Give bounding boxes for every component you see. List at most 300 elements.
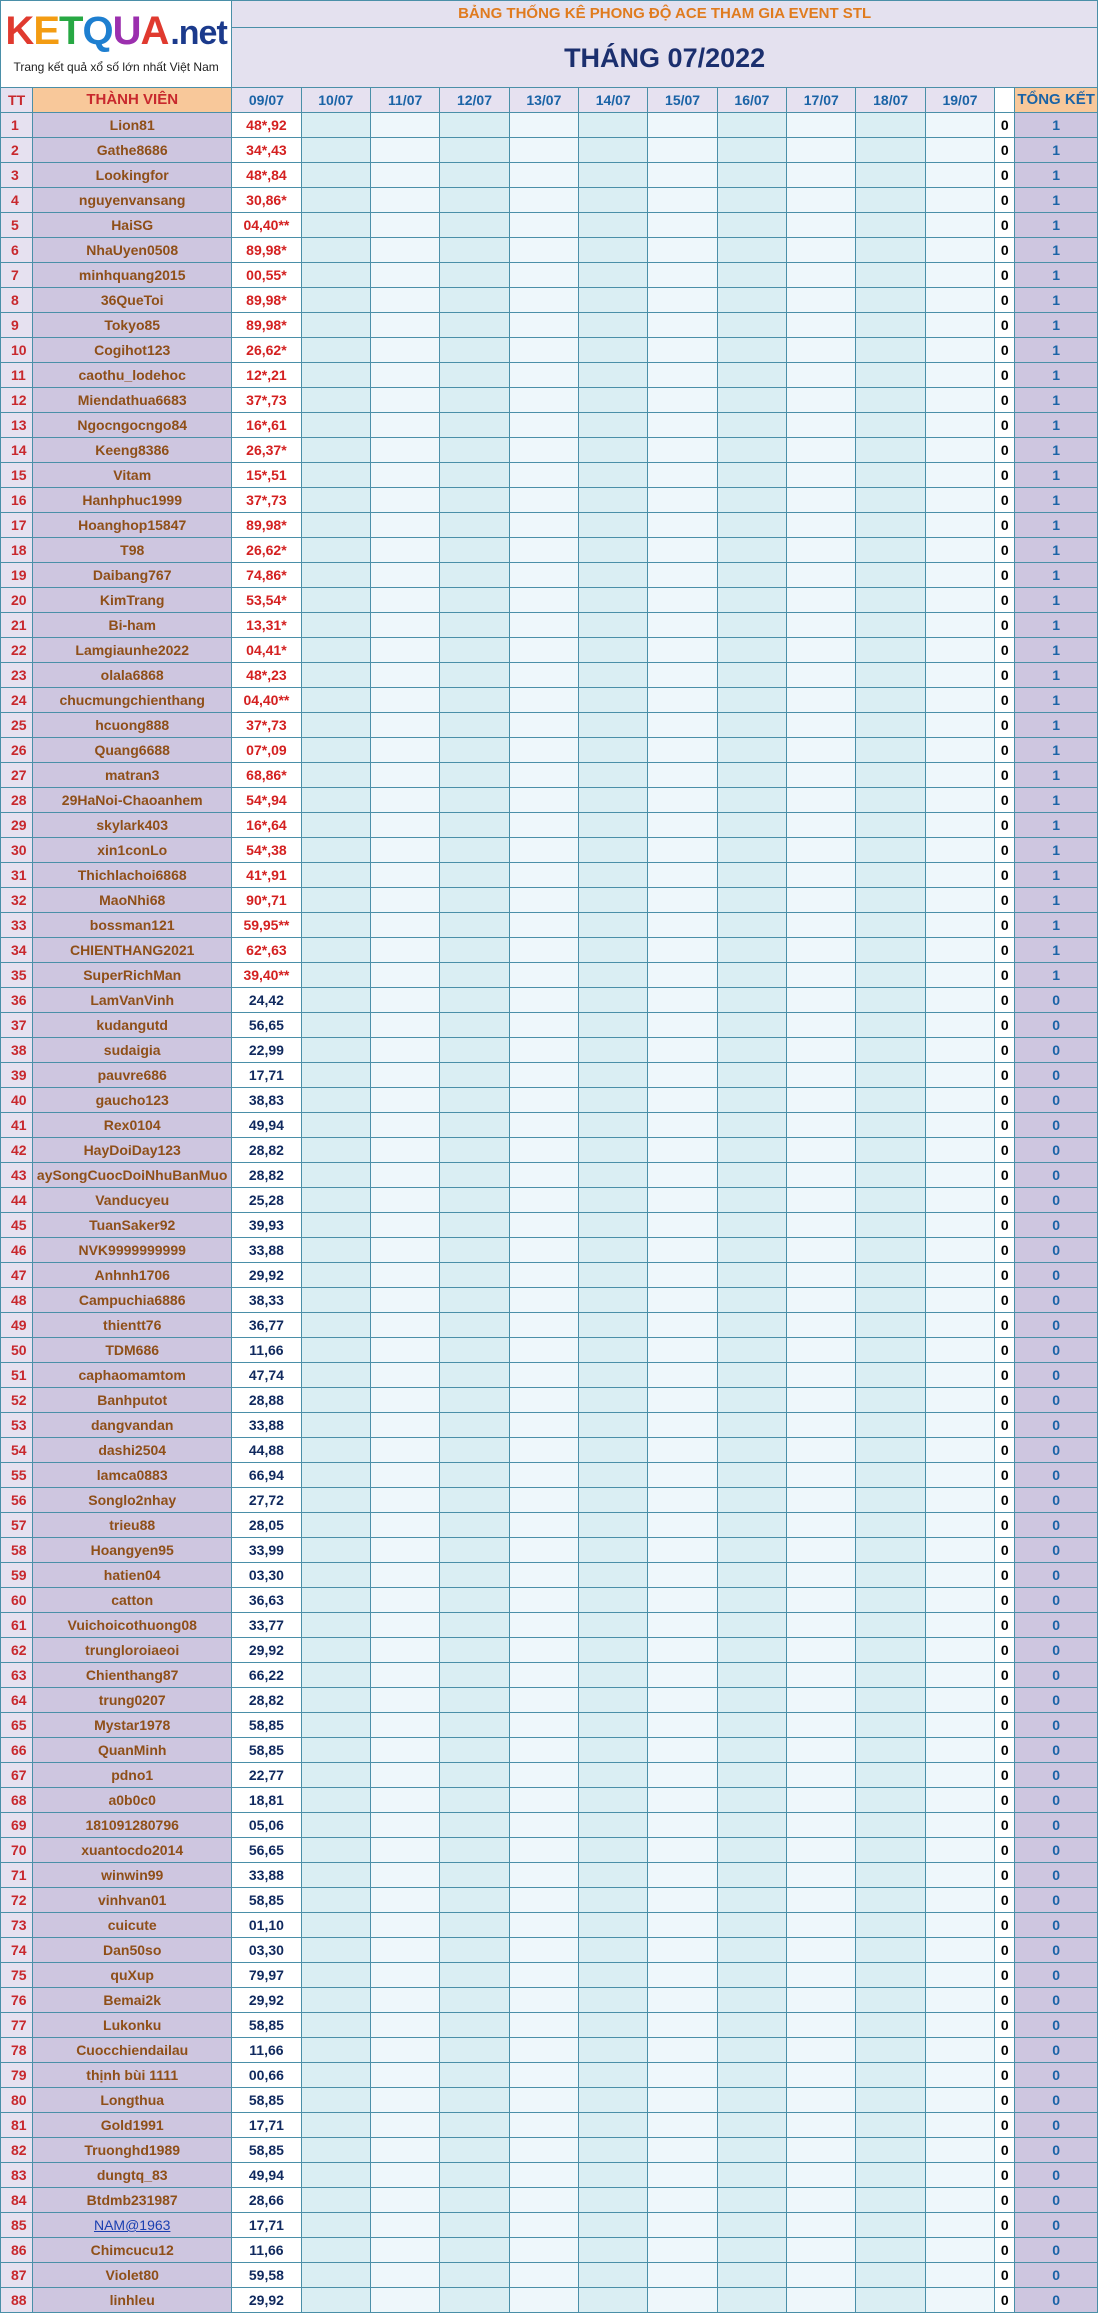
table-row <box>1 1063 1098 1088</box>
day-cell <box>648 1438 717 1463</box>
day-cell <box>509 1988 578 2013</box>
day-cell <box>787 238 856 263</box>
member-name: trieu88 <box>33 1513 232 1538</box>
day-cell <box>648 613 717 638</box>
day-cell <box>787 788 856 813</box>
day-cell <box>370 2188 439 2213</box>
table-row <box>1 1138 1098 1163</box>
total-cell: 0 <box>1015 1138 1098 1163</box>
day-cell <box>509 913 578 938</box>
day-cell <box>648 2188 717 2213</box>
day-cell <box>301 2138 370 2163</box>
day-cell <box>440 1713 509 1738</box>
member-name: dungtq_83 <box>33 2163 232 2188</box>
total-cell: 1 <box>1015 438 1098 463</box>
member-name: Ngocngocngo84 <box>33 413 232 438</box>
score-0907: 07*,09 <box>232 738 301 763</box>
day-cell <box>509 713 578 738</box>
points-cell: 0 <box>995 688 1015 713</box>
day-cell <box>370 1863 439 1888</box>
day-cell <box>370 1913 439 1938</box>
points-cell: 0 <box>995 888 1015 913</box>
day-cell <box>509 1613 578 1638</box>
day-cell <box>509 2163 578 2188</box>
day-cell <box>301 1538 370 1563</box>
table-row <box>1 213 1098 238</box>
day-cell <box>509 863 578 888</box>
member-email-link[interactable]: NAM@1963 <box>93 2217 171 2233</box>
day-cell <box>301 1788 370 1813</box>
score-0907: 11,66 <box>232 2038 301 2063</box>
score-0907: 44,88 <box>232 1438 301 1463</box>
day-cell <box>925 1263 994 1288</box>
day-cell <box>925 638 994 663</box>
row-number: 61 <box>1 1613 33 1638</box>
points-cell: 0 <box>995 1588 1015 1613</box>
day-cell <box>440 738 509 763</box>
member-name: LamVanVinh <box>33 988 232 1013</box>
day-cell <box>787 2063 856 2088</box>
day-cell <box>648 1513 717 1538</box>
day-cell <box>440 263 509 288</box>
day-cell <box>717 1613 786 1638</box>
day-cell <box>509 1463 578 1488</box>
member-name: Songlo2nhay <box>33 1488 232 1513</box>
day-cell <box>925 1738 994 1763</box>
day-cell <box>370 963 439 988</box>
day-cell <box>787 1988 856 2013</box>
day-cell <box>648 1713 717 1738</box>
day-cell <box>925 2013 994 2038</box>
member-name: trung0207 <box>33 1688 232 1713</box>
day-cell <box>509 963 578 988</box>
points-cell: 0 <box>995 538 1015 563</box>
row-number: 30 <box>1 838 33 863</box>
points-cell: 0 <box>995 913 1015 938</box>
member-name: Lion81 <box>33 113 232 138</box>
table-row <box>1 1963 1098 1988</box>
day-cell <box>579 313 648 338</box>
day-cell <box>440 1438 509 1463</box>
day-cell <box>509 938 578 963</box>
day-cell <box>509 2188 578 2213</box>
score-0907: 17,71 <box>232 2113 301 2138</box>
day-cell <box>440 1038 509 1063</box>
day-cell <box>717 213 786 238</box>
day-cell <box>370 1038 439 1063</box>
row-number: 63 <box>1 1663 33 1688</box>
day-cell <box>440 1513 509 1538</box>
day-cell <box>579 2188 648 2213</box>
day-cell <box>440 538 509 563</box>
ketqua-logo[interactable] <box>1 1 231 87</box>
day-cell <box>856 2188 925 2213</box>
points-cell: 0 <box>995 263 1015 288</box>
total-cell: 0 <box>1015 1013 1098 1038</box>
table-row <box>1 313 1098 338</box>
day-cell <box>925 2063 994 2088</box>
member-name: Gathe8686 <box>33 138 232 163</box>
table-row <box>1 488 1098 513</box>
total-cell: 1 <box>1015 663 1098 688</box>
day-cell <box>370 2288 439 2313</box>
member-name: linhleu <box>33 2288 232 2313</box>
day-cell <box>856 663 925 688</box>
column-header-total: TỔNG KẾT <box>1015 88 1098 113</box>
day-cell <box>717 813 786 838</box>
day-cell <box>301 263 370 288</box>
day-cell <box>579 1138 648 1163</box>
day-cell <box>370 238 439 263</box>
table-row <box>1 988 1098 1013</box>
table-row <box>1 963 1098 988</box>
points-cell: 0 <box>995 963 1015 988</box>
day-cell <box>370 1713 439 1738</box>
points-cell: 0 <box>995 1138 1015 1163</box>
day-cell <box>509 988 578 1013</box>
member-name: hatien04 <box>33 1563 232 1588</box>
total-cell: 1 <box>1015 363 1098 388</box>
member-name: Dan50so <box>33 1938 232 1963</box>
day-cell <box>301 2213 370 2238</box>
score-0907: 18,81 <box>232 1788 301 1813</box>
day-cell <box>717 1263 786 1288</box>
score-0907: 58,85 <box>232 1713 301 1738</box>
day-cell <box>579 563 648 588</box>
day-cell <box>440 2038 509 2063</box>
day-cell <box>579 1088 648 1113</box>
day-cell <box>717 1763 786 1788</box>
member-name: Mystar1978 <box>33 1713 232 1738</box>
member-name: 36QueToi <box>33 288 232 313</box>
day-cell <box>925 1438 994 1463</box>
points-cell: 0 <box>995 788 1015 813</box>
points-cell: 0 <box>995 138 1015 163</box>
points-cell: 0 <box>995 2113 1015 2138</box>
points-cell: 0 <box>995 738 1015 763</box>
day-cell <box>370 1188 439 1213</box>
day-cell <box>440 1463 509 1488</box>
day-cell <box>579 1563 648 1588</box>
day-cell <box>648 1938 717 1963</box>
day-cell <box>648 1663 717 1688</box>
table-row <box>1 1738 1098 1763</box>
day-cell <box>787 438 856 463</box>
day-cell <box>648 213 717 238</box>
day-cell <box>856 963 925 988</box>
day-cell <box>301 2288 370 2313</box>
member-name: NVK9999999999 <box>33 1238 232 1263</box>
score-0907: 89,98* <box>232 288 301 313</box>
day-cell <box>509 188 578 213</box>
row-number: 53 <box>1 1413 33 1438</box>
day-cell <box>301 438 370 463</box>
score-0907: 36,77 <box>232 1313 301 1338</box>
day-cell <box>856 1838 925 1863</box>
day-cell <box>509 1338 578 1363</box>
total-cell: 1 <box>1015 888 1098 913</box>
day-cell <box>787 1738 856 1763</box>
day-cell <box>648 2138 717 2163</box>
table-row <box>1 2138 1098 2163</box>
day-cell <box>301 538 370 563</box>
day-cell <box>301 913 370 938</box>
day-cell <box>579 1238 648 1263</box>
logo-letter: T <box>59 9 83 53</box>
table-row <box>1 888 1098 913</box>
day-cell <box>440 663 509 688</box>
day-cell <box>925 1663 994 1688</box>
member-name: Miendathua6683 <box>33 388 232 413</box>
day-cell <box>925 363 994 388</box>
score-0907: 41*,91 <box>232 863 301 888</box>
day-cell <box>856 2163 925 2188</box>
day-cell <box>787 913 856 938</box>
table-row <box>1 1288 1098 1313</box>
day-cell <box>925 1463 994 1488</box>
column-header-tt: TT <box>1 88 33 113</box>
day-cell <box>648 1688 717 1713</box>
day-cell <box>648 2038 717 2063</box>
day-cell <box>717 1688 786 1713</box>
table-row <box>1 1338 1098 1363</box>
day-cell <box>301 2038 370 2063</box>
row-number: 45 <box>1 1213 33 1238</box>
day-cell <box>856 1938 925 1963</box>
row-number: 18 <box>1 538 33 563</box>
day-cell <box>301 613 370 638</box>
day-cell <box>301 188 370 213</box>
member-name: Quang6688 <box>33 738 232 763</box>
day-cell <box>648 1563 717 1588</box>
total-cell: 0 <box>1015 1363 1098 1388</box>
day-cell <box>440 1863 509 1888</box>
points-cell: 0 <box>995 588 1015 613</box>
day-cell <box>440 1963 509 1988</box>
day-cell <box>856 613 925 638</box>
row-number: 17 <box>1 513 33 538</box>
day-cell <box>717 538 786 563</box>
day-cell <box>301 238 370 263</box>
day-cell <box>370 1013 439 1038</box>
score-0907: 28,82 <box>232 1163 301 1188</box>
score-0907: 48*,84 <box>232 163 301 188</box>
day-cell <box>301 688 370 713</box>
day-cell <box>787 888 856 913</box>
day-cell <box>787 113 856 138</box>
day-cell <box>856 1388 925 1413</box>
day-cell <box>717 188 786 213</box>
score-0907: 58,85 <box>232 2138 301 2163</box>
day-cell <box>370 1963 439 1988</box>
day-cell <box>648 163 717 188</box>
member-name: Cuocchiendailau <box>33 2038 232 2063</box>
score-0907: 29,92 <box>232 1638 301 1663</box>
score-0907: 49,94 <box>232 1113 301 1138</box>
day-cell <box>440 1188 509 1213</box>
points-cell: 0 <box>995 388 1015 413</box>
day-cell <box>648 1338 717 1363</box>
day-cell <box>509 1138 578 1163</box>
day-cell <box>370 1688 439 1713</box>
total-cell: 0 <box>1015 2088 1098 2113</box>
points-cell: 0 <box>995 1763 1015 1788</box>
day-cell <box>648 2288 717 2313</box>
day-cell <box>440 2238 509 2263</box>
day-cell <box>579 813 648 838</box>
points-cell: 0 <box>995 1413 1015 1438</box>
day-cell <box>648 413 717 438</box>
day-cell <box>787 1588 856 1613</box>
points-cell: 0 <box>995 1938 1015 1963</box>
day-cell <box>509 838 578 863</box>
points-cell: 0 <box>995 1963 1015 1988</box>
points-cell: 0 <box>995 1013 1015 1038</box>
day-cell <box>370 1113 439 1138</box>
day-cell <box>579 513 648 538</box>
member-name: cuicute <box>33 1913 232 1938</box>
day-cell <box>440 1738 509 1763</box>
row-number: 39 <box>1 1063 33 1088</box>
day-cell <box>787 838 856 863</box>
day-cell <box>787 288 856 313</box>
day-cell <box>856 788 925 813</box>
day-cell <box>579 2113 648 2138</box>
row-number: 70 <box>1 1838 33 1863</box>
day-cell <box>509 2038 578 2063</box>
day-cell <box>579 138 648 163</box>
total-cell: 0 <box>1015 2113 1098 2138</box>
day-cell <box>856 838 925 863</box>
day-cell <box>579 1538 648 1563</box>
points-cell: 0 <box>995 2013 1015 2038</box>
points-cell: 0 <box>995 413 1015 438</box>
day-cell <box>301 1563 370 1588</box>
score-0907: 01,10 <box>232 1913 301 1938</box>
day-cell <box>925 238 994 263</box>
day-cell <box>856 1263 925 1288</box>
day-cell <box>648 2013 717 2038</box>
day-cell <box>301 1463 370 1488</box>
points-cell: 0 <box>995 2163 1015 2188</box>
score-0907: 16*,61 <box>232 413 301 438</box>
day-cell <box>787 2238 856 2263</box>
day-cell <box>787 1438 856 1463</box>
day-cell <box>370 138 439 163</box>
day-cell <box>579 2163 648 2188</box>
total-cell: 0 <box>1015 1213 1098 1238</box>
day-cell <box>440 1163 509 1188</box>
score-0907: 00,55* <box>232 263 301 288</box>
table-row <box>1 663 1098 688</box>
total-cell: 0 <box>1015 1563 1098 1588</box>
day-cell <box>648 313 717 338</box>
points-cell: 0 <box>995 1738 1015 1763</box>
day-cell <box>925 988 994 1013</box>
score-0907: 05,06 <box>232 1813 301 1838</box>
day-cell <box>856 1538 925 1563</box>
day-cell <box>717 2038 786 2063</box>
total-cell: 1 <box>1015 338 1098 363</box>
day-cell <box>717 1338 786 1363</box>
day-cell <box>925 113 994 138</box>
day-cell <box>856 1638 925 1663</box>
points-cell: 0 <box>995 338 1015 363</box>
day-cell <box>925 1213 994 1238</box>
day-cell <box>370 188 439 213</box>
day-cell <box>509 1363 578 1388</box>
day-cell <box>509 288 578 313</box>
row-number: 2 <box>1 138 33 163</box>
day-cell <box>301 763 370 788</box>
table-row <box>1 1938 1098 1963</box>
score-0907: 28,66 <box>232 2188 301 2213</box>
row-number: 16 <box>1 488 33 513</box>
row-number: 37 <box>1 1013 33 1038</box>
row-number: 10 <box>1 338 33 363</box>
day-cell <box>440 138 509 163</box>
day-cell <box>509 2138 578 2163</box>
day-cell <box>648 838 717 863</box>
day-cell <box>579 2063 648 2088</box>
day-cell <box>509 738 578 763</box>
day-cell <box>787 363 856 388</box>
day-cell <box>925 188 994 213</box>
day-cell <box>301 1588 370 1613</box>
table-row <box>1 1488 1098 1513</box>
day-cell <box>301 1288 370 1313</box>
day-cell <box>509 1738 578 1763</box>
day-cell <box>856 1163 925 1188</box>
score-0907: 29,92 <box>232 2288 301 2313</box>
day-cell <box>301 1413 370 1438</box>
table-row <box>1 1088 1098 1113</box>
day-cell <box>509 263 578 288</box>
day-cell <box>648 1413 717 1438</box>
score-0907: 15*,51 <box>232 463 301 488</box>
day-cell <box>856 688 925 713</box>
day-cell <box>648 1913 717 1938</box>
logo-cell <box>1 1 232 88</box>
table-row <box>1 563 1098 588</box>
score-0907: 90*,71 <box>232 888 301 913</box>
day-cell <box>787 488 856 513</box>
day-cell <box>509 813 578 838</box>
score-0907: 16*,64 <box>232 813 301 838</box>
day-cell <box>787 1038 856 1063</box>
day-cell <box>787 263 856 288</box>
day-cell <box>856 1188 925 1213</box>
day-cell <box>370 913 439 938</box>
day-cell <box>648 1638 717 1663</box>
score-0907: 37*,73 <box>232 713 301 738</box>
day-cell <box>579 1163 648 1188</box>
total-cell: 0 <box>1015 2188 1098 2213</box>
row-number: 44 <box>1 1188 33 1213</box>
table-row <box>1 438 1098 463</box>
day-cell <box>440 1613 509 1638</box>
day-cell <box>370 1438 439 1463</box>
logo-brand-colored <box>5 9 168 53</box>
day-cell <box>579 1938 648 1963</box>
day-cell <box>440 488 509 513</box>
day-cell <box>440 2138 509 2163</box>
day-cell <box>509 538 578 563</box>
member-name: a0b0c0 <box>33 1788 232 1813</box>
member-name: Btdmb231987 <box>33 2188 232 2213</box>
day-cell <box>440 1313 509 1338</box>
day-cell <box>579 413 648 438</box>
